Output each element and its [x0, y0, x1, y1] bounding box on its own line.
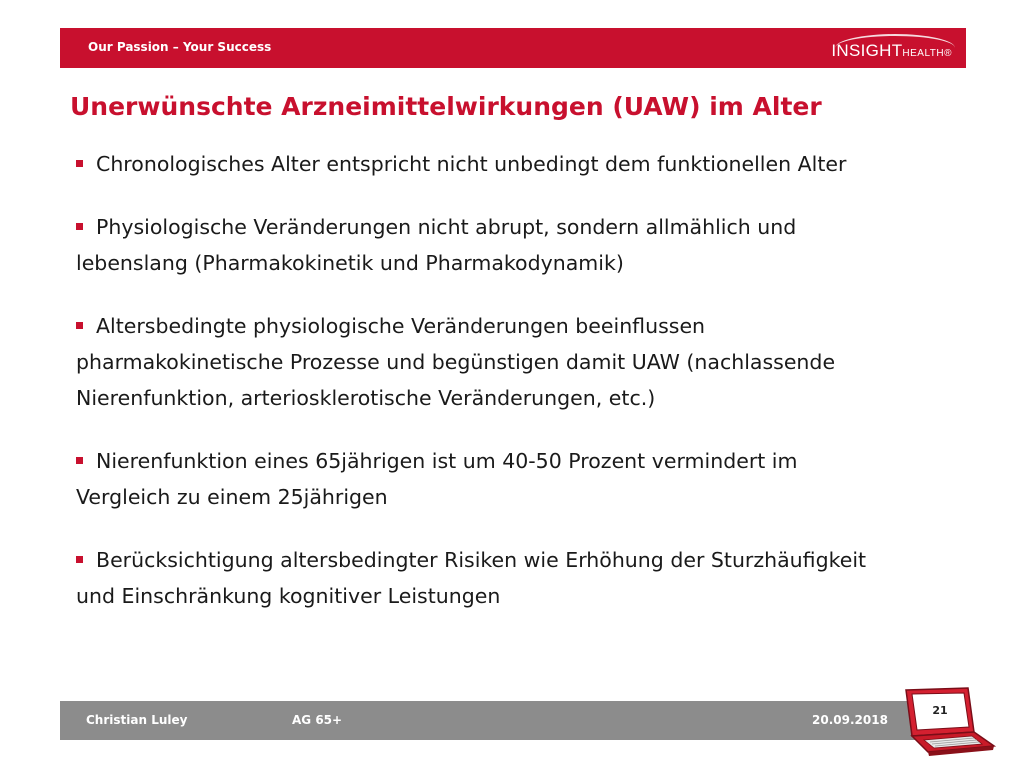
bullet-line: lebenslang (Pharmakokinetik und Pharmakodynamik) — [76, 251, 624, 275]
square-bullet-icon — [76, 457, 83, 464]
bullet-item — [76, 308, 976, 416]
laptop-icon — [898, 686, 998, 762]
logo-registered-mark: ® — [944, 48, 952, 59]
laptop-graphic — [898, 686, 998, 758]
insight-health-logo — [831, 41, 952, 61]
bullet-line: und Einschränkung kognitiver Leistungen — [76, 584, 501, 608]
footer-author: Christian Luley — [86, 713, 188, 727]
footer-group: AG 65+ — [292, 713, 343, 727]
bullet-line: Nierenfunktion eines 65jährigen ist um 40-50 Prozent vermindert im — [96, 449, 798, 473]
tagline: Our Passion – Your Success — [88, 40, 272, 54]
bullet-line: Nierenfunktion, arteriosklerotische Veränderungen, etc.) — [76, 386, 656, 410]
bullet-item — [76, 209, 976, 281]
logo-main-text: INSIGHT — [831, 41, 903, 60]
footer-date: 20.09.2018 — [812, 713, 888, 727]
square-bullet-icon — [76, 556, 83, 563]
bullet-item — [76, 542, 976, 614]
bullet-item — [76, 443, 976, 515]
bullet-line: Physiologische Veränderungen nicht abrupt, sondern allmählich und — [96, 215, 797, 239]
bullet-line: Chronologisches Alter entspricht nicht unbedingt dem funktionellen Alter — [96, 152, 847, 176]
header-bar — [60, 28, 966, 68]
logo-suffix-text: HEALTH — [902, 48, 945, 59]
bullet-line: Vergleich zu einem 25jährigen — [76, 485, 388, 509]
square-bullet-icon — [76, 223, 83, 230]
slide-title: Unerwünschte Arzneimittelwirkungen (UAW) im Alter — [70, 92, 822, 121]
page-number: 21 — [932, 704, 948, 717]
bullet-line: Altersbedingte physiologische Veränderungen beeinflussen — [96, 314, 706, 338]
bullet-line: pharmakokinetische Prozesse und begünstigen damit UAW (nachlassende — [76, 350, 836, 374]
square-bullet-icon — [76, 322, 83, 329]
logo-arc-icon — [835, 34, 955, 50]
square-bullet-icon — [76, 160, 83, 167]
footer-bar — [60, 701, 966, 740]
bullet-line: Berücksichtigung altersbedingter Risiken wie Erhöhung der Sturzhäufigkeit — [96, 548, 867, 572]
bullet-item — [76, 146, 976, 182]
bullet-list — [76, 146, 976, 641]
